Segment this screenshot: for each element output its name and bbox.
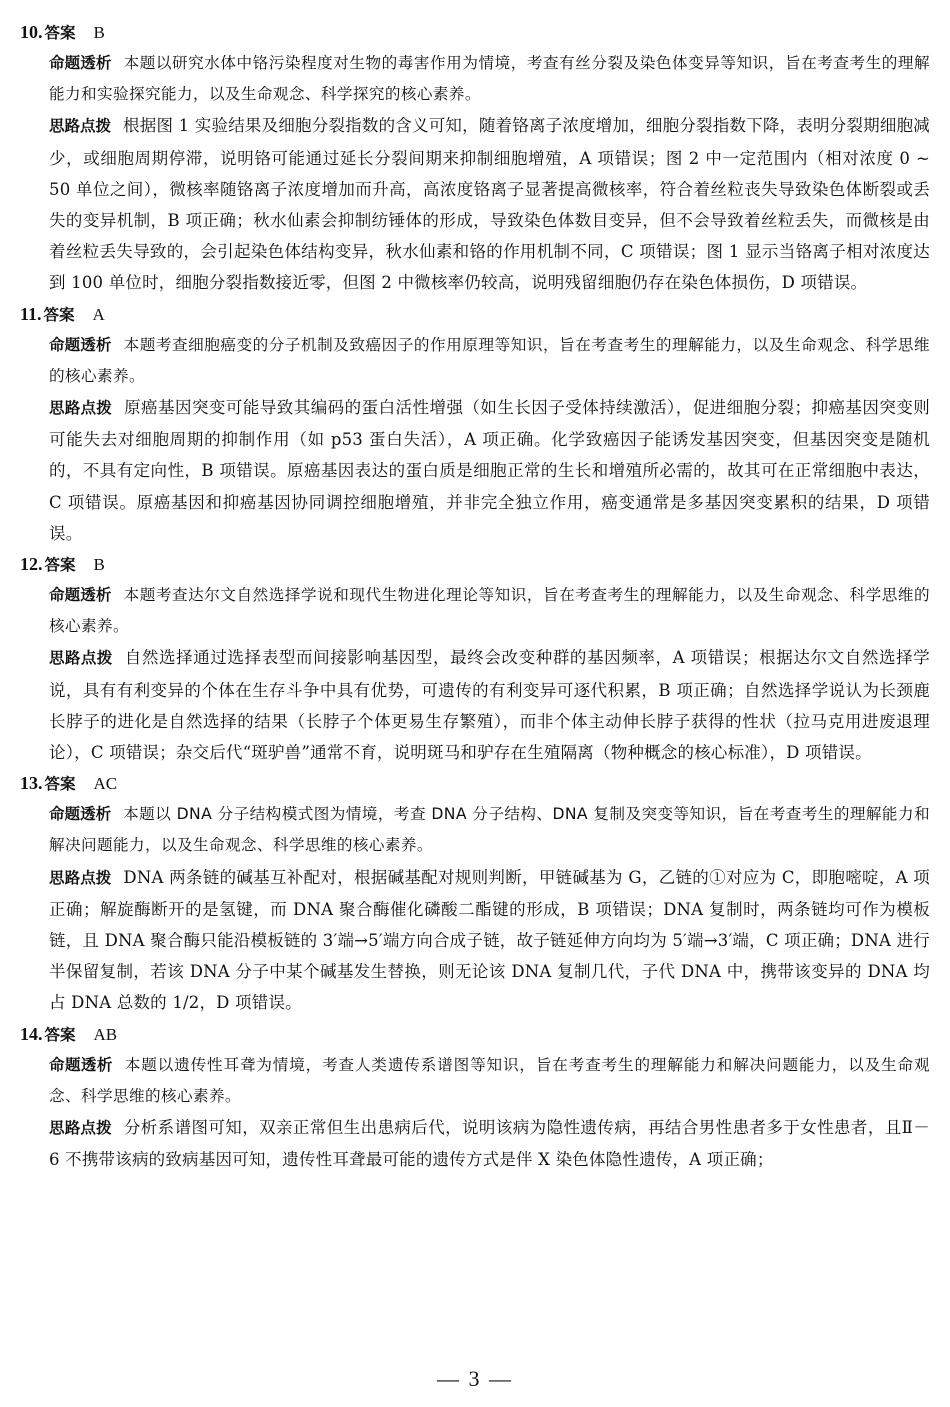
question-14 (20, 1019, 930, 1176)
answer-value: AC (93, 774, 118, 794)
page-number: — 3 — (437, 1366, 513, 1391)
hint-text: 原癌基因突变可能导致其编码的蛋白活性增强（如生长因子受体持续激活），促进细胞分裂；抑癌基因突变则可能失去对细胞周期的抑制作用（如 p53 蛋白失活），A 项正确。化学致癌因子能诱发基因突变，但基因突变是随机的，不具有定向性，B 项错误。原癌基因表达的蛋白质是细胞正常的生长和增殖所必需的，故其可在正常细胞中表达，C 项错误。原癌基因和抑癌基因协同调控细胞增殖，并非完全独立作用，癌变通常是多基因突变累积的结果，D 项错误。 (49, 398, 930, 543)
answer-line (20, 1019, 930, 1050)
answer-label: 答案 (44, 775, 76, 794)
question-number: 13. (20, 773, 43, 794)
hint-text: DNA 两条链的碱基互补配对，根据碱基配对规则判断，甲链碱基为 G，乙链的①对应为 C，即胞嘧啶，A 项正确；解旋酶断开的是氢键，而 DNA 聚合酶催化磷酸二酯键的形成，B 项错误；DNA 复制时，两条链均可作为模板链，且 DNA 聚合酶只能沿模板链的 3′端→5′端方向合成子链，故子链延伸方向均为 5′端→3′端，C 项正确；DNA 进行半保留复制，若该 DNA 分子中某个碱基发生替换，则无论该 DNA 复制几代，子代 DNA 中，携带该变异的 DNA 均占 DNA 总数的 1/2，D 项错误。 (49, 867, 930, 1013)
question-12 (20, 549, 930, 768)
intent-text: 本题以 DNA 分子结构模式图为情境，考查 DNA 分子结构、DNA 复制及突变等知识，旨在考查考生的理解能力和解决问题能力，以及生命观念、科学思维的核心素养。 (49, 805, 930, 855)
question-number: 11. (20, 303, 42, 324)
hint-paragraph (49, 392, 930, 549)
intent-label: 命题透析 (49, 1055, 113, 1074)
answer-value: B (93, 555, 105, 575)
answer-label: 答案 (44, 24, 76, 42)
intent-label: 命题透析 (49, 335, 112, 354)
intent-paragraph (49, 330, 930, 392)
answer-value: B (93, 23, 105, 42)
question-number: 14. (20, 1023, 43, 1044)
intent-paragraph (49, 799, 930, 861)
answer-label: 答案 (43, 305, 75, 324)
hint-label: 思路点拨 (49, 649, 113, 668)
intent-text: 本题以遗传性耳聋为情境，考查人类遗传系谱图等知识，旨在考查考生的理解能力和解决问题能力，以及生命观念、科学思维的核心素养。 (49, 1055, 930, 1105)
question-13 (20, 768, 930, 1018)
hint-paragraph (49, 110, 930, 298)
answer-line (20, 768, 930, 799)
question-number: 12. (20, 554, 43, 575)
hint-label: 思路点拨 (49, 868, 112, 887)
answer-value: AB (93, 1024, 118, 1044)
answer-line (20, 17, 930, 48)
hint-paragraph (49, 862, 930, 1019)
hint-label: 思路点拨 (49, 1119, 112, 1138)
intent-paragraph (49, 1050, 930, 1112)
hint-text: 自然选择通过选择表型而间接影响基因型，最终会改变种群的基因频率，A 项错误；根据达尔文自然选择学说，具有有利变异的个体在生存斗争中具有优势，可遗传的有利变异可逐代积累，B 项正确；自然选择学说认为长颈鹿长脖子的进化是自然选择的结果（长脖子个体更易生存繁殖），而非个体主动伸长脖子获得的性状（拉马克用进废退理论），C 项错误；杂交后代“斑驴兽”通常不育，说明斑马和驴存在生殖隔离（物种概念的核心标准），D 项错误。 (49, 648, 930, 763)
question-11 (20, 299, 930, 549)
hint-text: 根据图 1 实验结果及细胞分裂指数的含义可知，随着铬离子浓度增加，细胞分裂指数下降，表明分裂期细胞减少，或细胞周期停滞，说明铬可能通过延长分裂间期来抑制细胞增殖，A 项错误；图 2 中一定范围内（相对浓度 0 ~ 50 单位之间），微核率随铬离子浓度增加而升高，高浓度铬离子显著提高微核率，符合着丝粒丧失导致染色体断裂或丢失的变异机制，B 项正确；秋水仙素会抑制纺锤体的形成，导致染色体数目变异，但不会导致着丝粒丢失，而微核是由着丝粒丢失导致的，会引起染色体结构变异，秋水仙素和铬的作用机制不同，C 项错误；图 1 显示当铬离子相对浓度达到 100 单位时，细胞分裂指数接近零，但图 2 中微核率仍较高，说明残留细胞仍存在染色体损伤，D 项错误。 (49, 116, 930, 293)
answer-value: A (92, 304, 105, 324)
hint-paragraph (49, 1112, 930, 1175)
question-10 (20, 17, 930, 299)
intent-text: 本题以研究水体中铬污染程度对生物的毒害作用为情境，考查有丝分裂及染色体变异等知识，旨在考查考生的理解能力和实验探究能力，以及生命观念、科学探究的核心素养。 (49, 54, 930, 104)
intent-label: 命题透析 (49, 805, 112, 824)
intent-text: 本题考查达尔文自然选择学说和现代生物进化理论等知识，旨在考查考生的理解能力，以及生命观念、科学思维的核心素养。 (49, 586, 930, 636)
intent-label: 命题透析 (49, 586, 112, 605)
hint-paragraph (49, 642, 930, 768)
hint-label: 思路点拨 (49, 117, 112, 136)
intent-paragraph (49, 48, 930, 110)
answer-label: 答案 (44, 1025, 76, 1044)
answer-line (20, 299, 930, 330)
hint-text: 分析系谱图可知，双亲正常但生出患病后代，说明该病为隐性遗传病，再结合男性患者多于女性患者，且Ⅱ－6 不携带该病的致病基因可知，遗传性耳聋最可能的遗传方式是伴 X 染色体隐性遗传，A 项正确； (49, 1118, 930, 1170)
answer-label: 答案 (44, 556, 76, 575)
question-number: 10. (20, 22, 43, 42)
hint-label: 思路点拨 (49, 399, 113, 418)
intent-label: 命题透析 (49, 54, 112, 72)
intent-paragraph (49, 580, 930, 642)
intent-text: 本题考查细胞癌变的分子机制及致癌因子的作用原理等知识，旨在考查考生的理解能力，以及生命观念、科学思维的核心素养。 (49, 335, 930, 385)
answer-line (20, 549, 930, 580)
